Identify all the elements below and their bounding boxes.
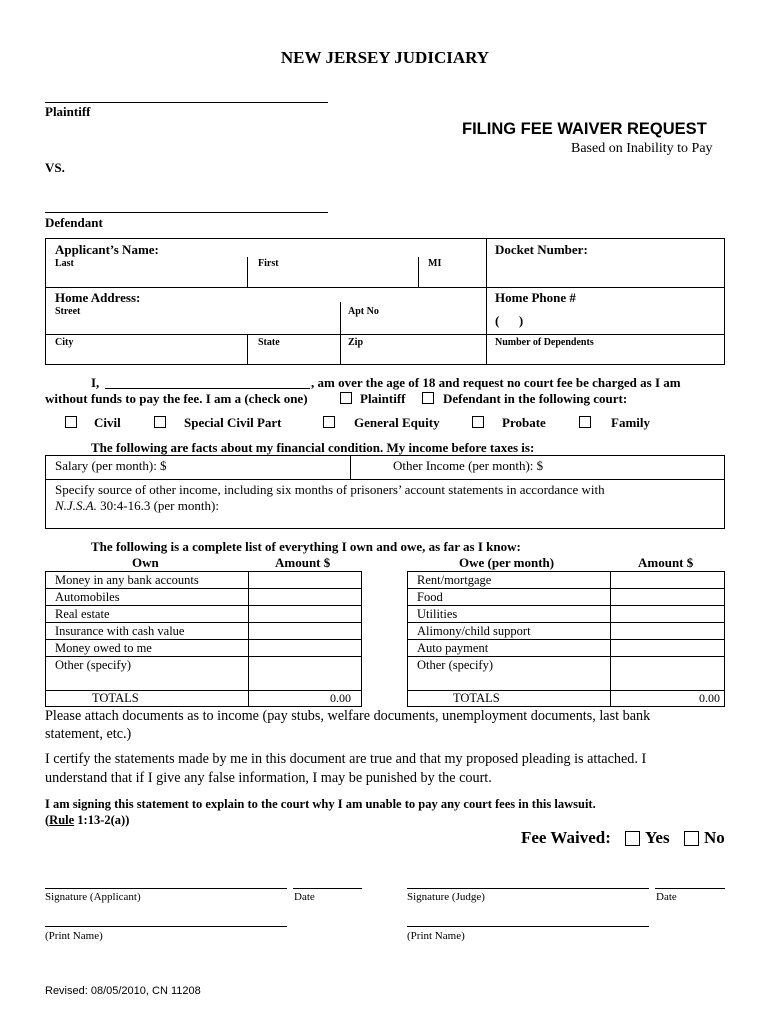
fee-waived-label: Fee Waived:	[521, 828, 611, 847]
own-amount-header: Amount $	[275, 555, 331, 570]
owe-item-food: Food	[417, 590, 443, 604]
rule-open-paren: (	[45, 813, 50, 827]
plaintiff-option-label: Plaintiff	[360, 391, 406, 406]
address-divider-1	[340, 302, 341, 365]
statute-rest: 30:4-16.3 (per month):	[96, 498, 219, 513]
applicant-date-line[interactable]	[293, 888, 362, 889]
name-divider-1	[247, 257, 248, 287]
judge-date-line[interactable]	[655, 888, 725, 889]
plaintiff-label: Plaintiff	[45, 104, 91, 119]
applicant-divider	[486, 238, 487, 365]
zip-field[interactable]: Zip	[348, 337, 364, 348]
general-equity-checkbox[interactable]	[323, 416, 335, 428]
own-item-auto: Automobiles	[55, 590, 120, 604]
address-row-line	[45, 334, 725, 335]
certify-line1: I certify the statements made by me in this document are true and that my proposed pleading is attached. I	[45, 751, 647, 767]
form-title: FILING FEE WAIVER REQUEST	[462, 120, 707, 138]
owe-header: Owe (per month)	[459, 555, 555, 570]
special-civil-label: Special Civil Part	[184, 415, 282, 430]
rule-word: Rule	[49, 813, 75, 827]
declarant-name-line[interactable]	[105, 388, 310, 389]
statute-italic: N.J.S.A.	[55, 498, 97, 513]
docket-number-field[interactable]: Docket Number:	[495, 242, 588, 257]
applicant-name-label: Applicant’s Name:	[55, 242, 159, 257]
home-address-label: Home Address:	[55, 290, 141, 305]
vs-label: VS.	[45, 160, 65, 175]
specify-income-text[interactable]: Specify source of other income, including six months of prisoners’ account statements in accordance with	[55, 482, 605, 497]
rule-rest: 1:13-2(a))	[74, 813, 130, 827]
fee-waived-yes-checkbox[interactable]	[625, 831, 640, 846]
judge-signature-label: Signature (Judge)	[407, 891, 485, 903]
defendant-option-label: Defendant in the following court:	[443, 391, 628, 406]
defendant-label: Defendant	[45, 215, 103, 230]
form-subtitle: Based on Inability to Pay	[571, 141, 713, 156]
attach-line2: statement, etc.)	[45, 726, 132, 742]
applicant-print-name-line[interactable]	[45, 926, 287, 927]
own-item-bank: Money in any bank accounts	[55, 573, 199, 587]
family-checkbox[interactable]	[579, 416, 591, 428]
statute-text	[55, 498, 219, 514]
plaintiff-checkbox[interactable]	[340, 392, 352, 404]
phone-area-code[interactable]: ( )	[495, 313, 524, 328]
first-name-field[interactable]: First	[258, 258, 279, 269]
applicant-print-name-label: (Print Name)	[45, 930, 103, 942]
owe-total-value: 0.00	[699, 691, 720, 705]
income-divider	[350, 455, 351, 479]
judge-signature-line[interactable]	[407, 888, 649, 889]
judge-print-name-line[interactable]	[407, 926, 649, 927]
fee-waived-no-checkbox[interactable]	[684, 831, 699, 846]
address-divider-2	[247, 334, 248, 365]
declaration-line2: without funds to pay the fee. I am a (check one)	[45, 391, 308, 406]
rule-citation	[45, 813, 129, 828]
apt-field[interactable]: Apt No	[348, 306, 379, 317]
own-total-value: 0.00	[330, 691, 351, 705]
owe-amount-header: Amount $	[638, 555, 694, 570]
assets-intro: The following is a complete list of everything I own and owe, as far as I know:	[91, 539, 521, 554]
probate-checkbox[interactable]	[472, 416, 484, 428]
own-item-money-owed: Money owed to me	[55, 641, 152, 655]
probate-label: Probate	[502, 415, 546, 430]
owe-item-other: Other (specify)	[417, 658, 494, 672]
applicant-date-label: Date	[294, 891, 315, 903]
own-item-insurance: Insurance with cash value	[55, 624, 185, 638]
civil-label: Civil	[94, 415, 121, 430]
judge-print-name-label: (Print Name)	[407, 930, 465, 942]
family-label: Family	[611, 415, 650, 430]
salary-field[interactable]: Salary (per month): $	[55, 458, 167, 473]
other-income-field[interactable]: Other Income (per month): $	[393, 458, 544, 473]
applicant-signature-label: Signature (Applicant)	[45, 891, 141, 903]
applicant-row-line	[45, 287, 725, 288]
fee-waived-no-label: No	[704, 828, 725, 847]
owe-totals-label: TOTALS	[453, 691, 500, 705]
declaration-i: I,	[91, 375, 100, 390]
fee-waived-yes-label: Yes	[645, 828, 670, 847]
name-divider-2	[418, 257, 419, 287]
declaration-line1: , am over the age of 18 and request no court fee be charged as I am	[311, 375, 681, 390]
own-header: Own	[132, 555, 159, 570]
attach-line1: Please attach documents as to income (pay stubs, welfare documents, unemployment documents, last bank	[45, 708, 651, 724]
own-item-other: Other (specify)	[55, 658, 132, 672]
own-totals-label: TOTALS	[92, 691, 139, 705]
applicant-signature-line[interactable]	[45, 888, 287, 889]
defendant-checkbox[interactable]	[422, 392, 434, 404]
signing-statement: I am signing this statement to explain to the court why I am unable to pay any court fees in this lawsuit.	[45, 797, 596, 811]
owe-item-utilities: Utilities	[417, 607, 458, 621]
judge-date-label: Date	[656, 891, 677, 903]
home-phone-field[interactable]: Home Phone #	[495, 290, 576, 305]
court-title: NEW JERSEY JUDICIARY	[280, 48, 490, 67]
special-civil-checkbox[interactable]	[154, 416, 166, 428]
owe-item-alimony: Alimony/child support	[417, 624, 531, 638]
mi-field[interactable]: MI	[428, 258, 442, 269]
owe-item-rent: Rent/mortgage	[417, 573, 492, 587]
plaintiff-line[interactable]	[45, 102, 328, 103]
last-name-field[interactable]: Last	[55, 258, 74, 269]
state-field[interactable]: State	[258, 337, 280, 348]
defendant-line[interactable]	[45, 212, 328, 213]
revision-footer: Revised: 08/05/2010, CN 11208	[45, 985, 201, 997]
city-field[interactable]: City	[55, 337, 74, 348]
income-row-line	[45, 479, 725, 480]
own-item-real-estate: Real estate	[55, 607, 110, 621]
income-intro: The following are facts about my financial condition. My income before taxes is:	[91, 440, 535, 455]
owe-item-auto-payment: Auto payment	[417, 641, 489, 655]
dependents-field[interactable]: Number of Dependents	[495, 337, 594, 348]
civil-checkbox[interactable]	[65, 416, 77, 428]
certify-line2: understand that if I give any false information, I may be punished by the court.	[45, 770, 492, 786]
street-field[interactable]: Street	[55, 306, 81, 317]
general-equity-label: General Equity	[354, 415, 440, 430]
